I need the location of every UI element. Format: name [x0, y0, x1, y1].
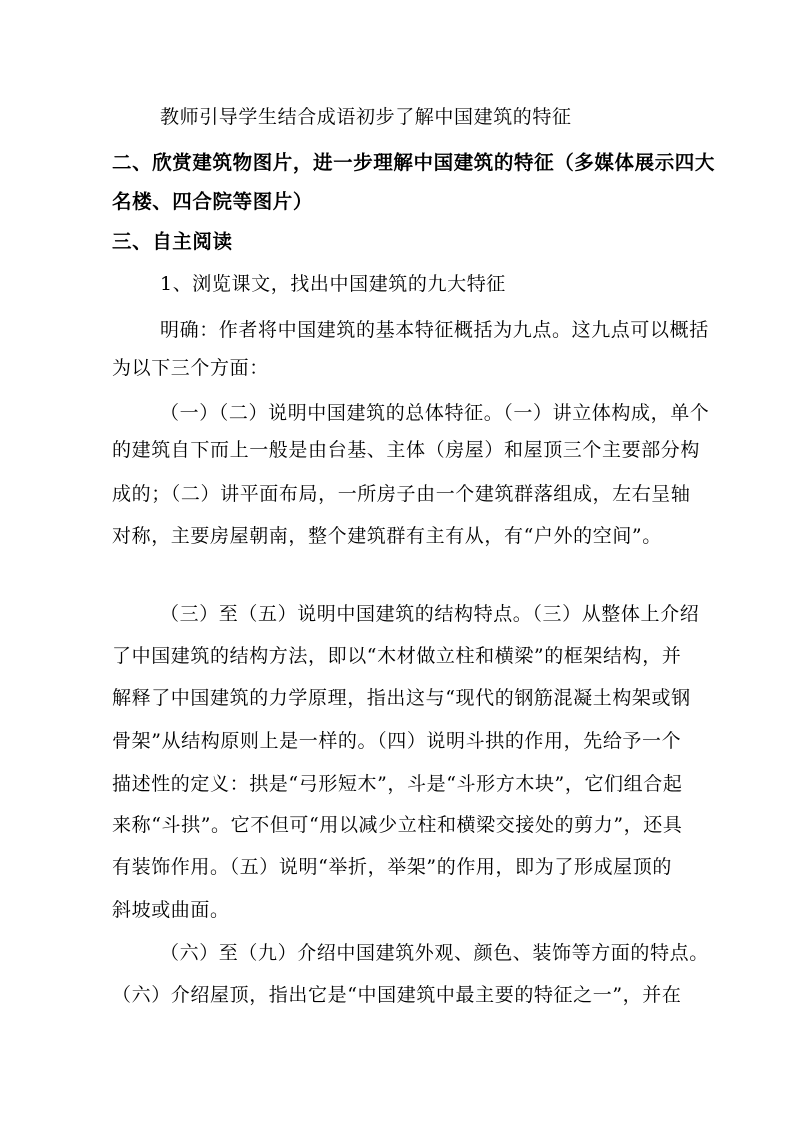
section-two-heading: 二、欣赏建筑物图片，进一步理解中国建筑的特征（多媒体展示四大 [112, 151, 716, 174]
clarify-line: 明确：作者将中国建筑的基本特征概括为九点。这九点可以概括 [160, 319, 709, 341]
para2-line4: 骨架”从结构原则上是一样的。（四）说明斗拱的作用，先给予一个 [112, 730, 682, 752]
para2-line5: 描述性的定义：拱是“弓形短木”，斗是“斗形方木块”，它们组合起 [112, 773, 683, 795]
step-one-line: 1、浏览课文，找出中国建筑的九大特征 [160, 273, 506, 295]
section-three-heading: 三、自主阅读 [112, 230, 233, 253]
section-two-heading-cont: 名楼、四合院等图片） [112, 190, 314, 213]
para2-line7: 有装饰作用。（五）说明“举折，举架”的作用，即为了形成屋顶的 [112, 856, 672, 878]
para2-line6: 来称“斗拱”。它不但可“用以减少立柱和横梁交接处的剪力”，还具 [112, 814, 683, 836]
para2-line3: 解释了中国建筑的力学原理，指出这与“现代的钢筋混凝土构架或钢 [112, 687, 691, 709]
para2-line2: 了中国建筑的结构方法，即以“木材做立柱和横梁”的框架结构，并 [112, 645, 682, 667]
para2-line8: 斜坡或曲面。 [112, 899, 230, 921]
intro-line: 教师引导学生结合成语初步了解中国建筑的特征 [160, 106, 572, 128]
para1-line1: （一）（二）说明中国建筑的总体特征。（一）讲立体构成，单个 [160, 402, 710, 424]
clarify-line-cont: 为以下三个方面： [112, 357, 269, 379]
para1-line2: 的建筑自下而上一般是由台基、主体（房屋）和屋顶三个主要部分构 [112, 439, 701, 461]
para2-line1: （三）至（五）说明中国建筑的结构特点。（三）从整体上介绍 [160, 603, 700, 625]
para3-line2: （六）介绍屋顶，指出它是“中国建筑中最主要的特征之一”，并在 [112, 984, 682, 1006]
para1-line4: 对称，主要房屋朝南，整个建筑群有主有从，有“户外的空间”。 [112, 525, 662, 547]
para1-line3: 成的；（二）讲平面布局，一所房子由一个建筑群落组成，左右呈轴 [112, 483, 691, 505]
para3-line1: （六）至（九）介绍中国建筑外观、颜色、装饰等方面的特点。 [160, 942, 709, 964]
